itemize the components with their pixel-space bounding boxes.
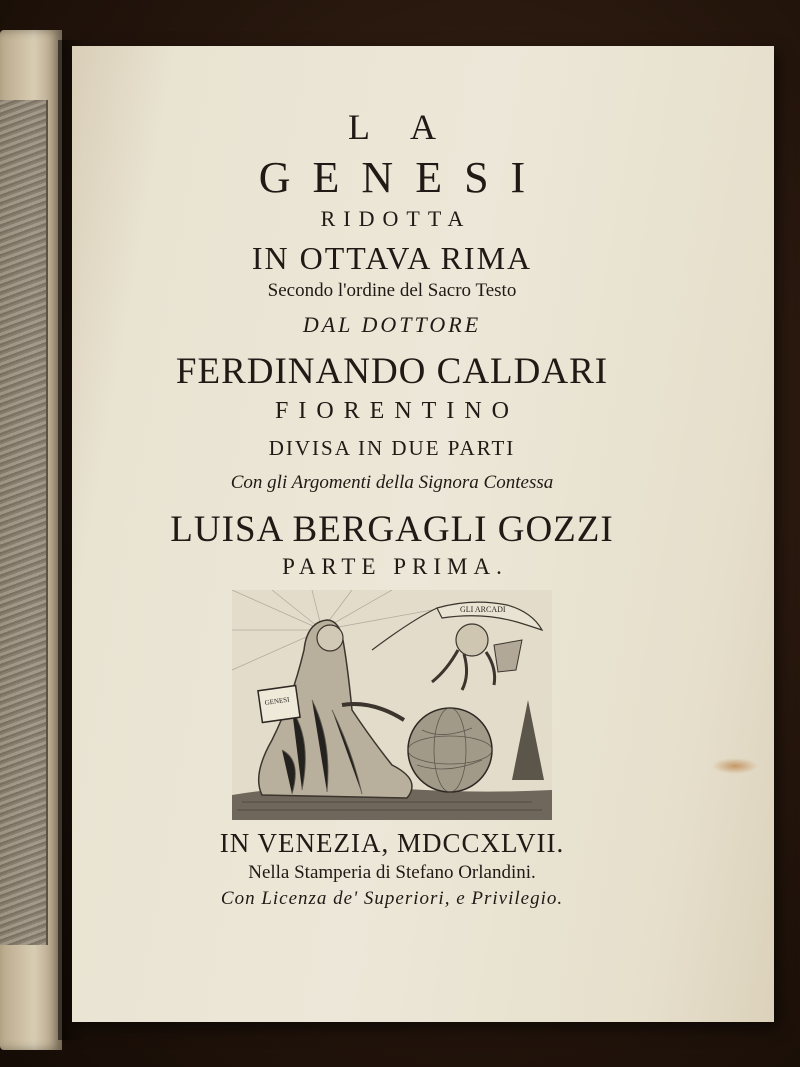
subtitle-ridotta: RIDOTTA bbox=[320, 206, 472, 231]
facing-page bbox=[0, 30, 62, 1050]
imprint-printer: Nella Stamperia di Stefano Orlandini. bbox=[248, 862, 536, 883]
author-prefix: DAL DOTTORE bbox=[302, 312, 482, 337]
cherub bbox=[456, 624, 488, 656]
part-label: PARTE PRIMA. bbox=[282, 554, 508, 579]
division-note: DIVISA IN DUE PARTI bbox=[268, 436, 516, 460]
frontispiece-plate bbox=[0, 100, 48, 945]
foxing-stain bbox=[712, 758, 758, 774]
author-origin: FIORENTINO bbox=[275, 398, 519, 424]
book-inscription: GENESI bbox=[264, 695, 290, 707]
main-title: GENESI bbox=[258, 153, 548, 202]
globe bbox=[408, 708, 492, 792]
arguments-note: Con gli Argomenti della Signora Contessa bbox=[230, 472, 554, 493]
imprint-place-date: IN VENEZIA, MDCCXLVII. bbox=[219, 828, 565, 858]
title-article: LA bbox=[348, 107, 476, 147]
banner-inscription: GLI ARCADI bbox=[460, 605, 506, 614]
contributor-name: LUISA BERGAGLI GOZZI bbox=[170, 509, 614, 550]
subtitle-ottava-rima: IN OTTAVA RIMA bbox=[251, 240, 533, 276]
imprint-license: Con Licenza de' Superiori, e Privilegio. bbox=[220, 888, 564, 909]
subtitle-secondo: Secondo l'ordine del Sacro Testo bbox=[267, 280, 517, 301]
title-vignette-engraving bbox=[232, 590, 552, 820]
author-name: FERDINANDO CALDARI bbox=[175, 351, 609, 392]
figure-head bbox=[317, 625, 343, 651]
